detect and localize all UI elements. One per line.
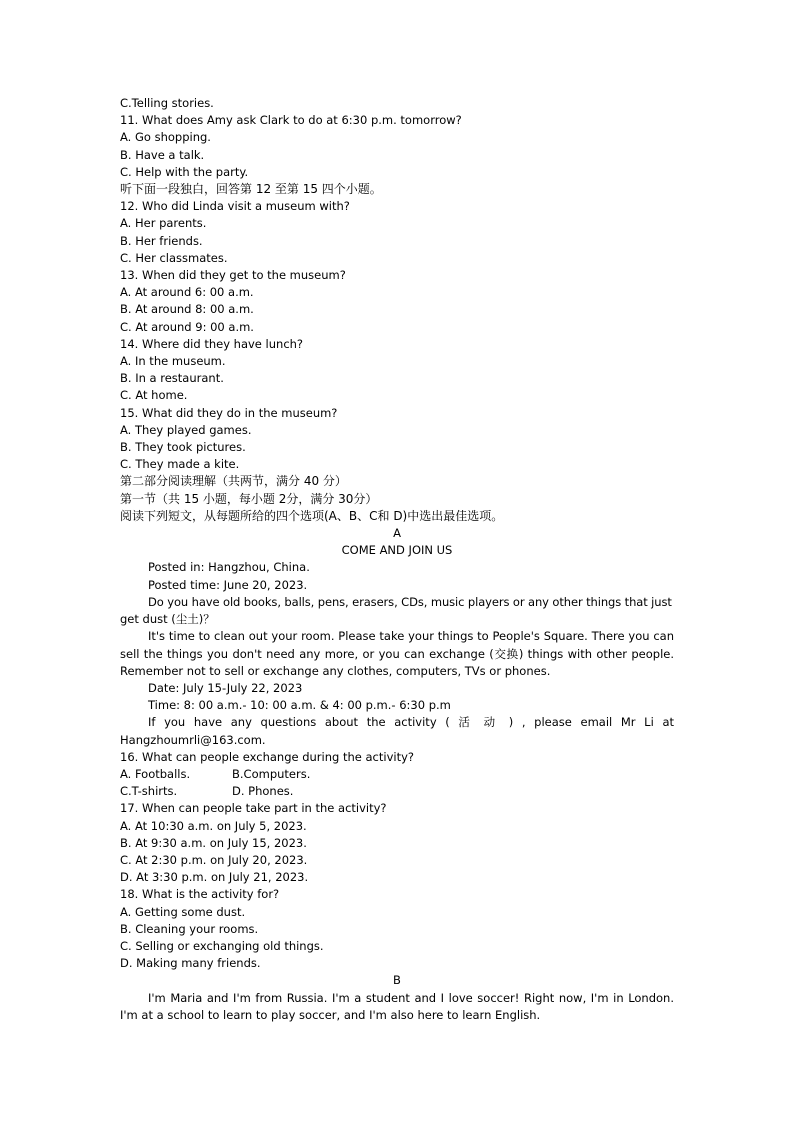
passage-a-posted-time: Posted time: June 20, 2023. — [148, 577, 308, 592]
passage-b-p1: I'm Maria and I'm from Russia. I'm a student and I love soccer! Right now, I'm in London. I'm at a school to learn to play soccer, and I'm also here to learn English. — [120, 990, 674, 1022]
q14-option-c: C. At home. — [120, 388, 188, 403]
passage-a-label: A — [393, 526, 401, 541]
q12-question: 12. Who did Linda visit a museum with? — [120, 199, 350, 214]
q11-option-c: C. Help with the party. — [120, 164, 249, 179]
passage-b-label: B — [393, 973, 401, 988]
passage-a-p1-line2: get dust (尘土)？ — [120, 612, 215, 627]
passage-a-p2: It's time to clean out your room. Please take your things to People's Square. There you can sell the things you don't need any more, or you can exchange (交换) things with other people. Remember not to sell or exchange any clothes, computers, TVs or phones. — [120, 629, 674, 678]
q16-question: 16. What can people exchange during the activity? — [120, 749, 414, 764]
q16-option-d: D. Phones. — [232, 784, 294, 799]
passage-a-contact-line1: If you have any questions about the activity ( 活 动 ) , please email Mr Li at — [148, 715, 674, 730]
q14-option-a: A. In the museum. — [120, 354, 226, 369]
reading-part-title: 第二部分阅读理解（共两节，满分 40 分） — [120, 474, 347, 489]
q18-option-c: C. Selling or exchanging old things. — [120, 938, 324, 953]
q13-option-b: B. At around 8: 00 a.m. — [120, 302, 254, 317]
q17-option-b: B. At 9:30 a.m. on July 15, 2023. — [120, 835, 307, 850]
exam-page — [120, 95, 674, 1024]
q16-option-a: A. Footballs. — [120, 766, 191, 781]
q14-question: 14. Where did they have lunch? — [120, 336, 304, 351]
passage-a-contact-email: Hangzhoumrli@163.com. — [120, 732, 266, 747]
q14-option-b: B. In a restaurant. — [120, 371, 224, 386]
q12-option-b: B. Her friends. — [120, 233, 203, 248]
q12-option-a: A. Her parents. — [120, 216, 207, 231]
q12-option-c: C. Her classmates. — [120, 250, 228, 265]
q18-option-b: B. Cleaning your rooms. — [120, 921, 259, 936]
passage-a-time: Time: 8: 00 a.m.- 10: 00 a.m. & 4: 00 p.m.- 6:30 p.m — [148, 698, 451, 713]
q11-option-a: A. Go shopping. — [120, 130, 211, 145]
q17-option-c: C. At 2:30 p.m. on July 20, 2023. — [120, 852, 308, 867]
q18-option-d: D. Making many friends. — [120, 956, 261, 971]
q13-option-c: C. At around 9: 00 a.m. — [120, 319, 254, 334]
q11-question: 11. What does Amy ask Clark to do at 6:30 p.m. tomorrow? — [120, 113, 462, 128]
q17-option-d: D. At 3:30 p.m. on July 21, 2023. — [120, 870, 309, 885]
q17-question: 17. When can people take part in the activity? — [120, 801, 387, 816]
q13-option-a: A. At around 6: 00 a.m. — [120, 285, 254, 300]
passage-a-p1-line1: Do you have old books, balls, pens, erasers, CDs, music players or any other things that just — [148, 594, 672, 609]
passage-a-date: Date: July 15-July 22, 2023 — [148, 680, 303, 695]
q13-question: 13. When did they get to the museum? — [120, 268, 346, 283]
q10-option-c: C.Telling stories. — [120, 96, 214, 110]
q15-option-a: A. They played games. — [120, 422, 252, 437]
passage-a-title: COME AND JOIN US — [341, 543, 453, 558]
passage-a-posted-in: Posted in: Hangzhou, China. — [148, 560, 310, 575]
q11-option-b: B. Have a talk. — [120, 147, 205, 162]
reading-section-title: 第一节（共 15 小题，每小题 2分，满分 30分） — [120, 491, 378, 506]
q18-question: 18. What is the activity for? — [120, 887, 280, 902]
reading-instruction: 阅读下列短文，从每题所给的四个选项(A、B、C和 D)中选出最佳选项。 — [120, 508, 504, 523]
q18-option-a: A. Getting some dust. — [120, 904, 246, 919]
q15-option-b: B. They took pictures. — [120, 440, 246, 455]
q16-options-row1 — [120, 766, 674, 783]
q16-options-row2 — [120, 783, 674, 800]
q15-question: 15. What did they do in the museum? — [120, 405, 338, 420]
q16-option-c: C.T-shirts. — [120, 784, 178, 799]
q16-option-b: B.Computers. — [232, 766, 311, 781]
q15-option-c: C. They made a kite. — [120, 457, 240, 472]
q17-option-a: A. At 10:30 a.m. on July 5, 2023. — [120, 818, 307, 833]
monologue-instruction: 听下面一段独白，回答第 12 至第 15 四个小题。 — [120, 182, 382, 197]
